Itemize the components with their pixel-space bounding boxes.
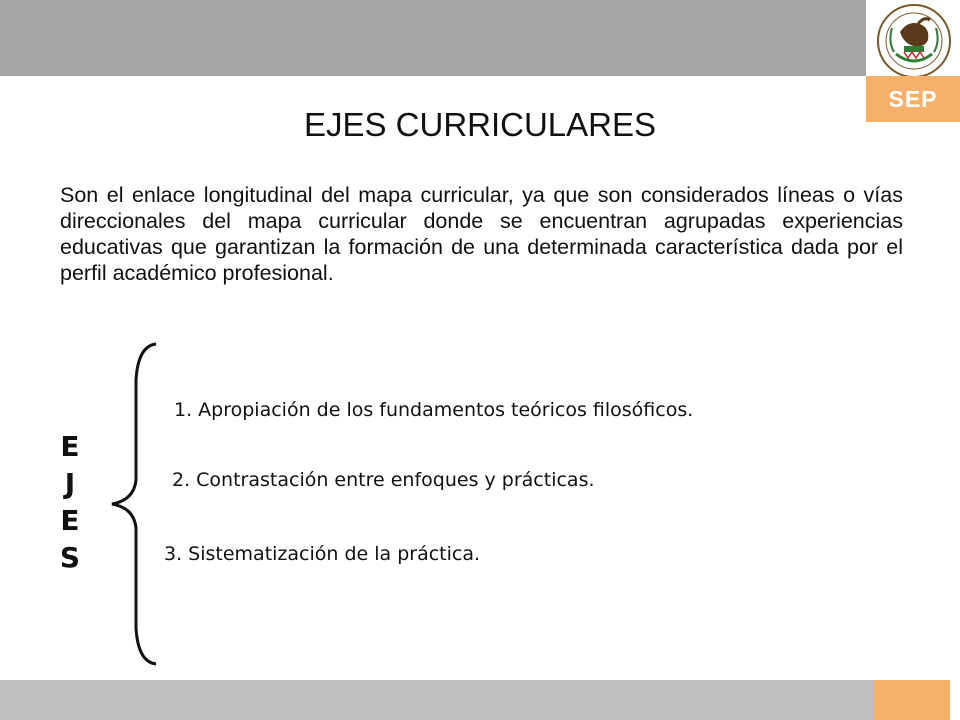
eje-item-2: 2. Contrastación entre enfoques y prácticas.: [172, 469, 595, 491]
ejes-letter: E: [60, 504, 80, 537]
ejes-letter: E: [60, 430, 80, 463]
ejes-letter: J: [64, 467, 76, 500]
sep-logo-text: SEP: [866, 76, 960, 122]
slide-paragraph: Son el enlace longitudinal del mapa curricular, ya que son considerados líneas o vías direccionales del mapa curricular donde se encuentran agrupadas experiencias educativas que garantizan la formación de una determinada característica dada por el perfil académico profesional.: [60, 183, 903, 285]
footer-bar: [0, 680, 874, 720]
mexican-coat-of-arms-icon: [874, 2, 954, 80]
eje-item-3: 3. Sistematización de la práctica.: [164, 543, 481, 565]
ejes-letter: S: [59, 541, 81, 574]
slide-title: EJES CURRICULARES: [303, 106, 657, 143]
eje-item-1: 1. Apropiación de los fundamentos teóricos filosóficos.: [174, 399, 694, 421]
curly-brace-icon: [104, 340, 164, 668]
header-bar: [0, 0, 866, 76]
ejes-vertical-label: [55, 428, 85, 576]
footer-accent: [874, 680, 950, 720]
sep-logo: [866, 0, 960, 122]
